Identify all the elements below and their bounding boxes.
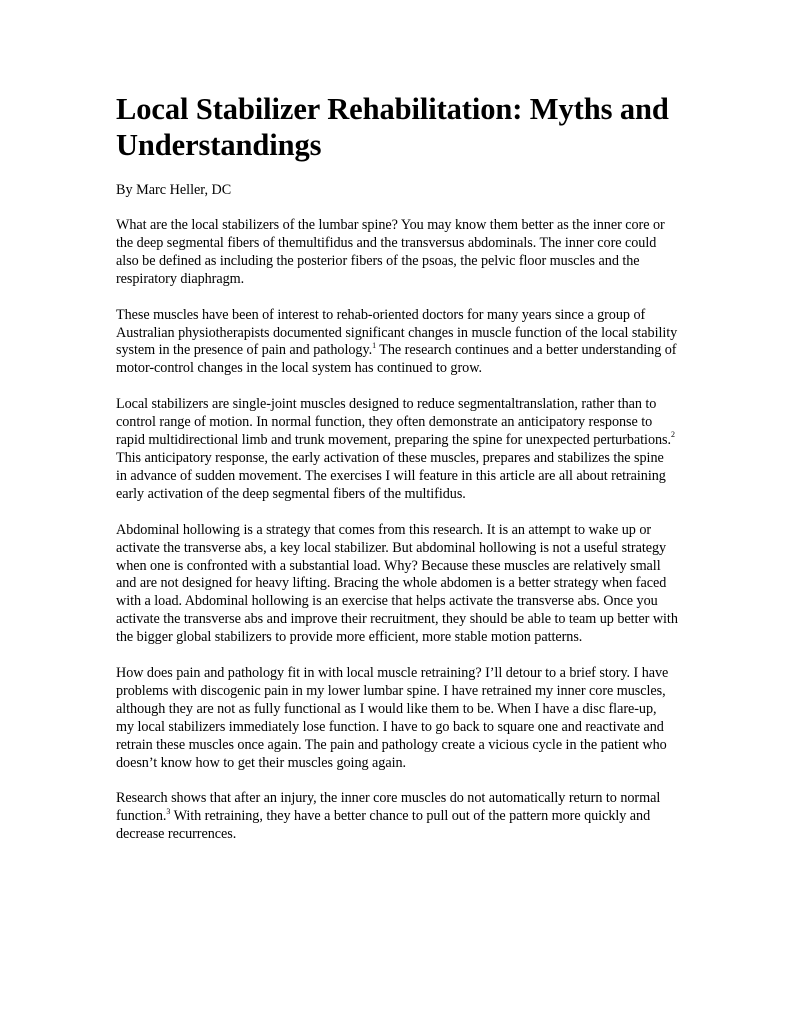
paragraph-text: Local stabilizers are single-joint muscles designed to reduce segmentaltranslation, rather than to control range of motion. In normal function, they often demonstrate an anticipatory response to rapid multidirectional limb and trunk movement, preparing the spine for unexpected perturbations. (116, 396, 672, 449)
paragraph-text: With retraining, they have a better chance to pull out of the pattern more quickly and decrease recurrences. (116, 808, 651, 843)
footnote-reference: 3 (166, 806, 171, 816)
paragraph-text: Research shows that after an injury, the inner core muscles do not automatically return to normal function. (116, 790, 661, 825)
footnote-reference: 2 (671, 430, 675, 440)
paragraph-text: This anticipatory response, the early activation of these muscles, prepares and stabilizes the spine in advance of sudden movement. The exercises I will feature in this article are all about retraining early activation of the deep segmental fibers of the multifidus. (116, 449, 666, 502)
paragraph-text: The research continues and a better understanding of motor-control changes in the local system has continued to grow. (116, 342, 677, 377)
paragraph-text: Abdominal hollowing is a strategy that comes from this research. It is an attempt to wake up or activate the transverse abs, a key local stabilizer. But abdominal hollowing is not a useful strategy when one is confronted with a substantial load. Why? Because these muscles are relatively small and are not designed for heavy lifting. Bracing the whole abdomen is a better strategy when faced with a load. Abdominal hollowing is an exercise that helps activate the transverse abs. Once you activate the transverse abs and improve their recruitment, they should be able to team up better with the bigger global stabilizers to provide more efficient, more stable motion patterns. (116, 521, 678, 646)
paragraph (116, 665, 678, 772)
paragraph-text: What are the local stabilizers of the lumbar spine? You may know them better as the inner core or the deep segmental fibers of themultifidus and the transversus abdominals. The inner core could also be defined as including the posterior fibers of the psoas, the pelvic floor muscles and the respiratory diaphragm. (116, 217, 665, 287)
article-byline: By Marc Heller, DC (116, 182, 232, 198)
paragraph-text: These muscles have been of interest to rehab-oriented doctors for many years since a group of Australian physiotherapists documented significant changes in muscle function of the local stability system in the presence of pain and pathology. (116, 306, 678, 359)
paragraph (116, 522, 678, 647)
paragraph-text: How does pain and pathology fit in with local muscle retraining? I’ll detour to a brief story. I have problems with discogenic pain in my lower lumbar spine. I have retrained my inner core muscles, although they are not as fully functional as I would like them to be. When I have a disc flare-up, my local stabilizers immediately lose function. I have to go back to square one and reactivate and retrain these muscles once again. The pain and pathology create a vicious cycle in the patient who doesn’t know how to get their muscles going again. (116, 665, 669, 771)
document-page (116, 91, 678, 862)
paragraph (116, 307, 678, 379)
paragraph (116, 396, 678, 503)
footnote-reference: 1 (372, 340, 377, 350)
article-title: Local Stabilizer Rehabilitation: Myths and Understandings (116, 92, 669, 162)
paragraph (116, 217, 678, 289)
paragraph (116, 790, 678, 844)
article-body (116, 217, 678, 844)
